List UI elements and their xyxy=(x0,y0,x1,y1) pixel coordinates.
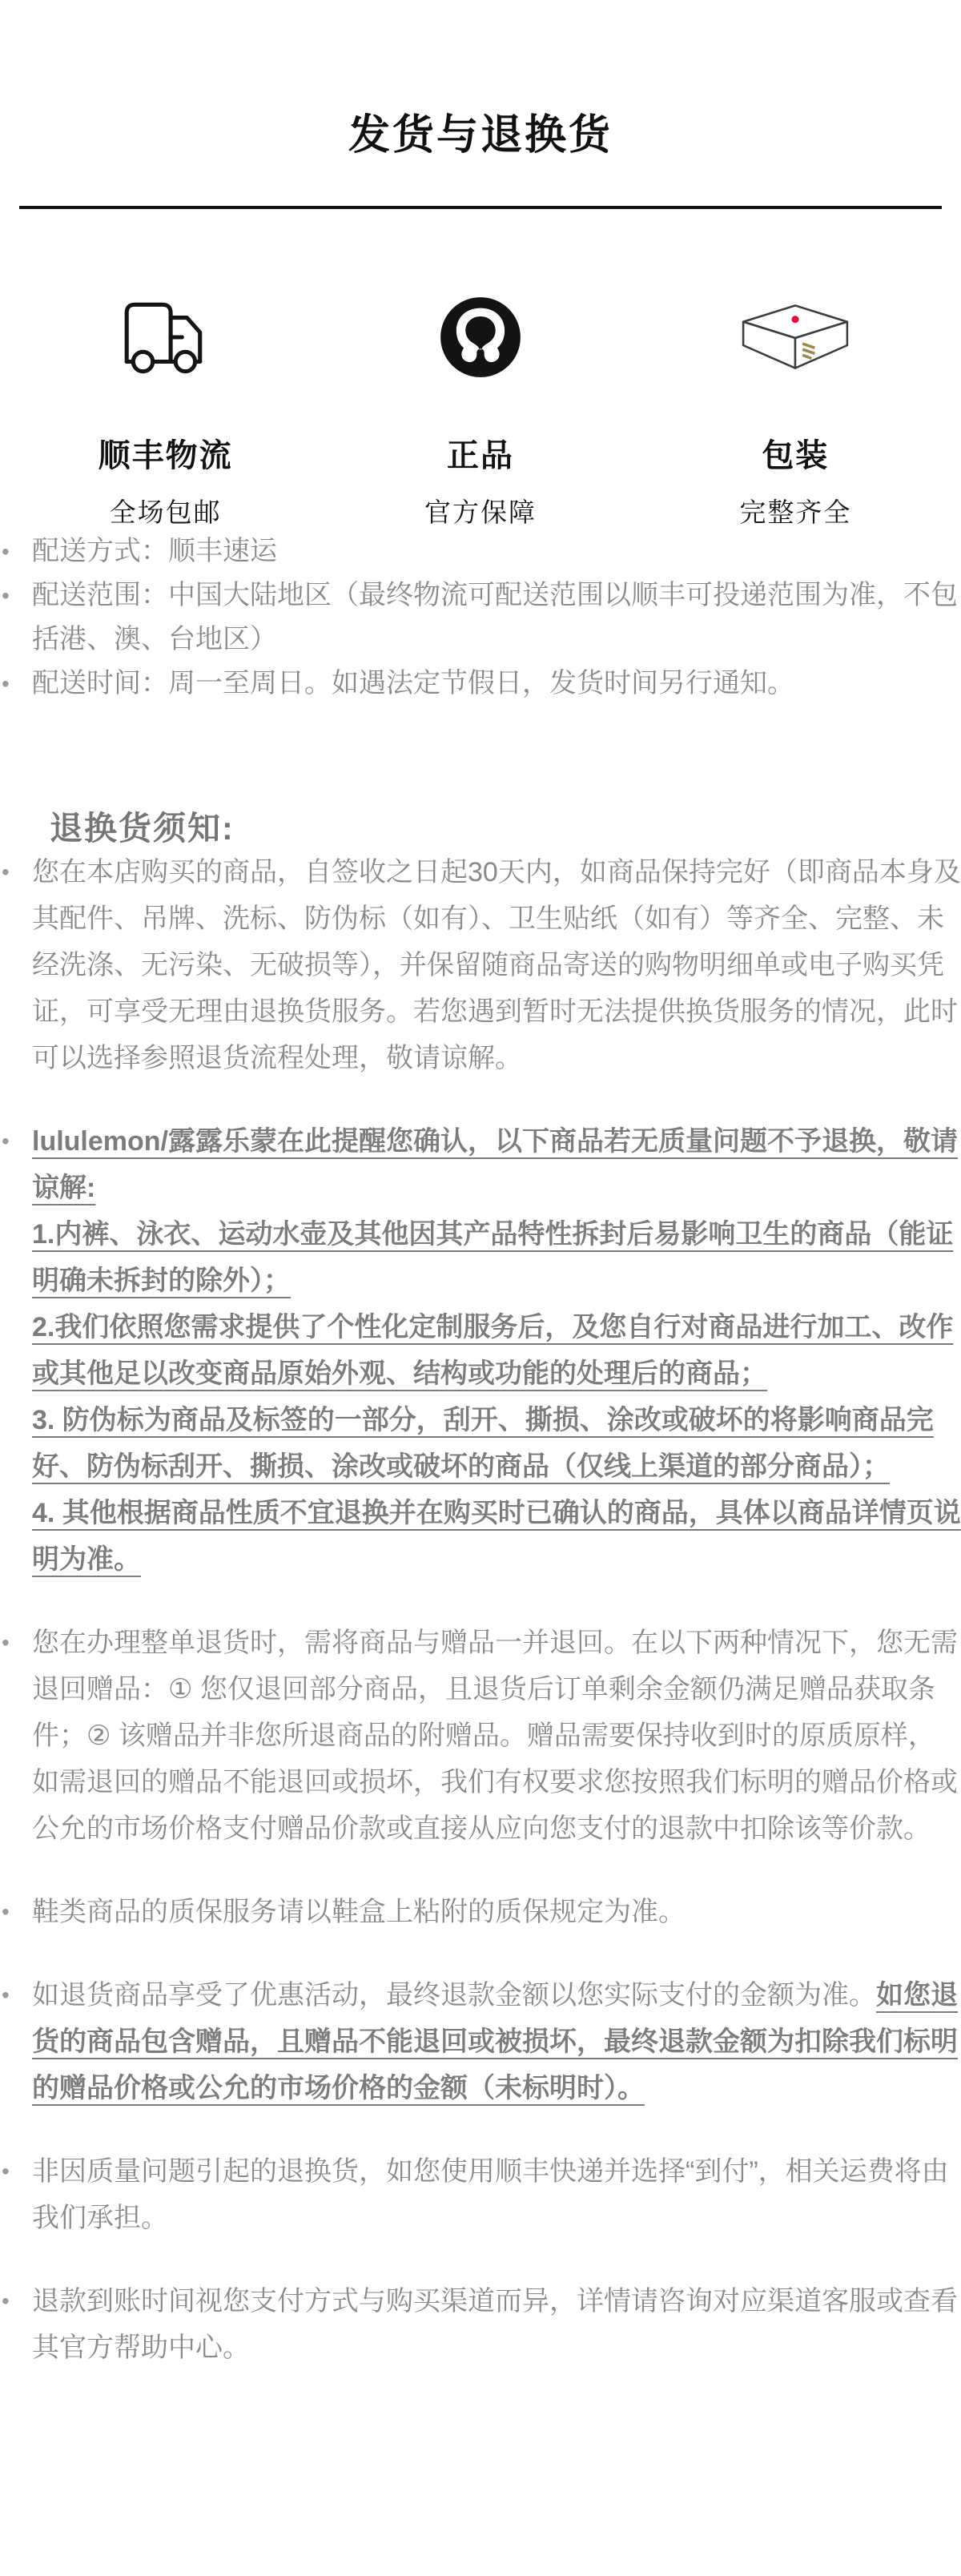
non-returnable-rule-1: 1.内裤、泳衣、运动水壶及其他因其产品特性拆封后易影响卫生的商品（能证明确未拆封的除外）； xyxy=(32,1219,954,1296)
feature-packaging xyxy=(638,292,953,529)
returns-notice-heading: 退换货须知: xyxy=(50,810,235,847)
non-returnable-rule-2: 2.我们依照您需求提供了个性化定制服务后，及您自行对商品进行加工、改作或其他足以改变商品原始外观、结构或功能的处理后的商品； xyxy=(32,1312,954,1389)
note-shoe-warranty: • 鞋类商品的质保服务请以鞋盒上粘附的质保规定为准。 xyxy=(0,1889,961,1935)
non-returnable-rule-4: 4. 其他根据商品性质不宜退换并在购买时已确认的商品，具体以商品详情页说明为准。 xyxy=(32,1498,961,1575)
page-title: 发货与退换货 xyxy=(348,112,613,159)
truck-icon xyxy=(8,292,323,382)
feature-row xyxy=(0,292,961,529)
feature-title-packaging: 包装 xyxy=(762,438,830,473)
feature-sub-packaging: 完整齐全 xyxy=(739,497,852,527)
feature-sub-authentic: 官方保障 xyxy=(424,497,537,527)
non-returnable-intro: lululemon/露露乐蒙在此提醒您确认，以下商品若无质量问题不予退换，敬请谅解: xyxy=(32,1126,958,1203)
note-non-returnable xyxy=(0,1118,961,1583)
note-shipping-fee: • 非因质量问题引起的退换货，如您使用顺丰快递并选择“到付”，相关运费将由我们承担。 xyxy=(0,2148,961,2241)
feature-title-shipping: 顺丰物流 xyxy=(98,438,233,473)
refund-amount-emphasis: 如您退货的商品包含赠品，且赠品不能退回或被损坏，最终退款金额为扣除我们标明的赠品价格或公允的市场价格的金额（未标明时）。 xyxy=(32,1980,958,2103)
refund-amount-normal: 如退货商品享受了优惠活动，最终退款金额以您实际支付的金额为准。 xyxy=(32,1980,876,2010)
feature-authentic xyxy=(323,292,637,529)
feature-sub-shipping: 全场包邮 xyxy=(109,497,222,527)
delivery-time-item: • 配送时间：周一至周日。如遇法定节假日，发货时间另行通知。 xyxy=(0,662,961,706)
note-gift-return: • 您在办理整单退货时，需将商品与赠品一并退回。在以下两种情况下，您无需退回赠品：① 您仅退回部分商品，且退货后订单剩余金额仍满足赠品获取条件；② 该赠品并非您所退商品的附赠品。赠品需要保持收到时的原质原样，如需退回的赠品不能退回或损坏，我们有权要求您按照我们标明的赠品价格或公允的市场价格支付赠品价款或直接从应向您支付的退款中扣除该等价款。 xyxy=(0,1620,961,1852)
title-divider xyxy=(19,206,942,209)
feature-title-authentic: 正品 xyxy=(446,438,514,473)
note-30day-policy: • 您在本店购买的商品，自签收之日起30天内，如商品保持完好（即商品本身及其配件、吊牌、洗标、防伪标（如有）、卫生贴纸（如有）等齐全、完整、未经洗涤、无污染、无破损等），并保留随商品寄送的购物明细单或电子购买凭证，可享受无理由退换货服务。若您遇到暂时无法提供换货服务的情况，此时可以选择参照退货流程处理，敬请谅解。 xyxy=(0,849,961,1081)
returns-notes-list xyxy=(0,849,961,2371)
package-box-icon xyxy=(638,292,953,382)
delivery-method-item: • 配送方式：顺丰速运 xyxy=(0,529,961,574)
non-returnable-rule-3: 3. 防伪标为商品及标签的一部分，刮开、撕损、涂改或破坏的将影响商品完好、防伪标刮开、撕损、涂改或破坏的商品（仅线上渠道的部分商品）； xyxy=(32,1405,934,1482)
note-refund-timing: • 退款到账时间视您支付方式与购买渠道而异，详情请咨询对应渠道客服或查看其官方帮助中心。 xyxy=(0,2278,961,2371)
note-refund-amount xyxy=(0,1972,961,2111)
feature-shipping xyxy=(8,292,323,529)
lululemon-logo-icon xyxy=(323,292,637,382)
delivery-info-list xyxy=(0,529,961,706)
delivery-area-item: • 配送范围：中国大陆地区（最终物流可配送范围以顺丰可投递范围为准，不包括港、澳、台地区） xyxy=(0,574,961,662)
